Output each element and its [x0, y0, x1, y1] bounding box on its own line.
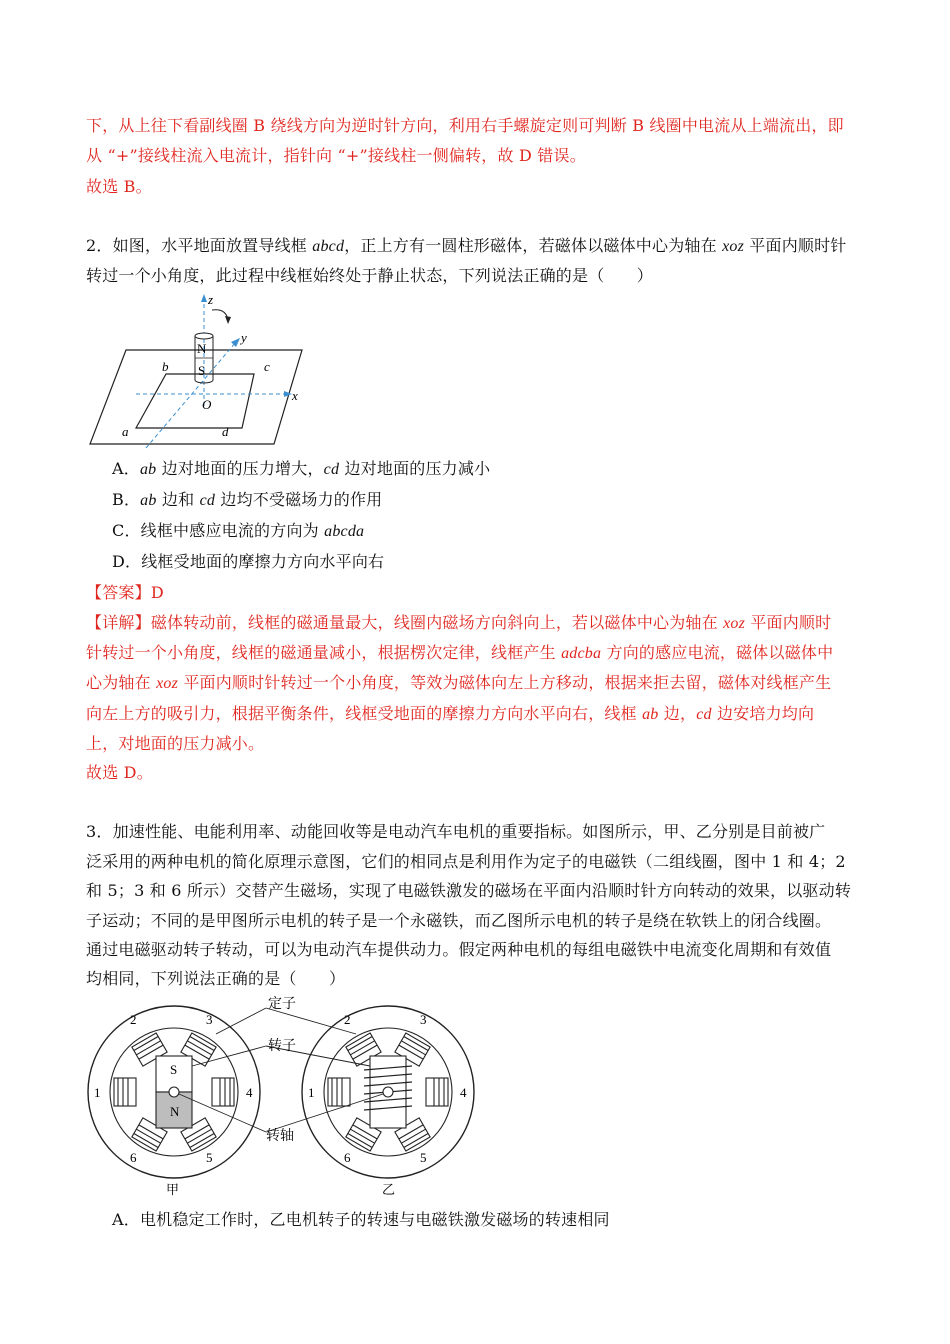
jia-label-1: 1 — [94, 1085, 101, 1100]
q3-option-a: A．电机稳定工作时，乙电机转子的转速与电磁铁激发磁场的转速相同 — [112, 1210, 610, 1229]
q2-detail-line-2: 针转过一个小角度，线框的磁通量减小，根据楞次定律，线框产生 adcba 方向的感应电流，磁体以磁体中 — [86, 643, 834, 662]
prev-conclusion: 故选 B。 — [86, 177, 152, 196]
q2-detail-line-4: 向左上方的吸引力，根据平衡条件，线框受地面的摩擦力方向水平向右，线框 ab 边，cd 边安培力均向 — [86, 704, 815, 723]
label-b: b — [162, 359, 169, 374]
caption-yi: 乙 — [382, 1182, 396, 1197]
motor-jia — [88, 1006, 260, 1197]
label-x: x — [292, 388, 298, 403]
yi-label-1: 1 — [308, 1085, 315, 1100]
yi-label-6: 6 — [344, 1150, 351, 1165]
q2-option-c: C．线框中感应电流的方向为 abcda — [112, 521, 365, 540]
q3-stem-line-5: 通过电磁驱动转子转动，可以为电动汽车提供动力。假定两种电机的每组电磁铁中电流变化周期和有效值 — [86, 940, 832, 959]
q3-stem-line-4: 子运动；不同的是甲图所示电机的转子是一个永磁铁，而乙图所示电机的转子是绕在软铁上的闭合线圈。 — [86, 911, 832, 930]
magnet-S: S — [170, 1062, 178, 1077]
prev-solution-line-2: 从 “+”接线柱流入电流计，指针向 “+”接线柱一侧偏转，故 D 错误。 — [86, 146, 586, 165]
q2-stem-line-1: 2．如图，水平地面放置导线框 abcd，正上方有一圆柱形磁体，若磁体以磁体中心为轴在 xoz 平面内顺时针 — [86, 236, 847, 255]
label-a: a — [122, 424, 129, 439]
q2-detail-line-3: 心为轴在 xoz 平面内顺时针转过一个小角度，等效为磁体向左上方移动，根据来拒去留，磁体对线框产生 — [86, 673, 832, 692]
motor-yi — [302, 1006, 474, 1197]
q2-option-d: D．线框受地面的摩擦力方向水平向右 — [112, 552, 385, 571]
label-shaft: 转轴 — [266, 1129, 294, 1144]
jia-label-3: 3 — [206, 1012, 213, 1027]
yi-label-4: 4 — [460, 1085, 467, 1100]
q2-option-b: B．ab 边和 cd 边均不受磁场力的作用 — [112, 490, 383, 509]
label-stator: 定子 — [268, 997, 296, 1012]
q2-detail-line-5: 上，对地面的压力减小。 — [86, 734, 265, 753]
caption-jia: 甲 — [166, 1182, 180, 1197]
q2-stem-line-2: 转过一个小角度，此过程中线框始终处于静止状态，下列说法正确的是（ ） — [86, 266, 654, 285]
label-y: y — [241, 330, 247, 345]
q2-conclusion: 故选 D。 — [86, 763, 153, 782]
jia-label-6: 6 — [130, 1150, 137, 1165]
label-d: d — [222, 424, 229, 439]
q3-stem-line-3: 和 5；3 和 6 所示）交替产生磁场，实现了电磁铁激发的磁场在平面内沿顺时针方向转动的效果，以驱动转 — [86, 881, 852, 900]
q2-answer: 【答案】D — [86, 583, 164, 602]
q2-figure — [86, 288, 316, 448]
magnet-N: N — [170, 1104, 180, 1119]
label-O: O — [202, 397, 212, 412]
q2-detail-line-1: 【详解】磁体转动前，线框的磁通量最大，线圈内磁场方向斜向上，若以磁体中心为轴在 xoz 平面内顺时 — [86, 613, 832, 632]
jia-label-2: 2 — [130, 1012, 137, 1027]
label-rotor: 转子 — [268, 1039, 296, 1054]
label-S: S — [198, 363, 206, 378]
prev-solution-line-1: 下，从上往下看副线圈 B 绕线方向为逆时针方向，利用右手螺旋定则可判断 B 线圈中电流从上端流出，即 — [86, 116, 844, 135]
label-c: c — [264, 359, 270, 374]
yi-label-5: 5 — [420, 1150, 427, 1165]
q3-stem-line-1: 3．加速性能、电能利用率、动能回收等是电动汽车电机的重要指标。如图所示，甲、乙分别是目前被广 — [86, 822, 826, 841]
jia-label-5: 5 — [206, 1150, 213, 1165]
q3-stem-line-2: 泛采用的两种电机的简化原理示意图，它们的相同点是利用作为定子的电磁铁（二组线圈，图中 1 和 4；2 — [86, 852, 846, 871]
label-N: N — [197, 341, 207, 356]
jia-label-4: 4 — [246, 1085, 253, 1100]
label-z: z — [208, 292, 214, 307]
yi-label-3: 3 — [420, 1012, 427, 1027]
yi-label-2: 2 — [344, 1012, 351, 1027]
q3-figure — [86, 994, 506, 1204]
q3-stem-line-6: 均相同，下列说法正确的是（ ） — [86, 969, 346, 988]
q2-option-a: A．ab 边对地面的压力增大，cd 边对地面的压力减小 — [112, 459, 491, 478]
